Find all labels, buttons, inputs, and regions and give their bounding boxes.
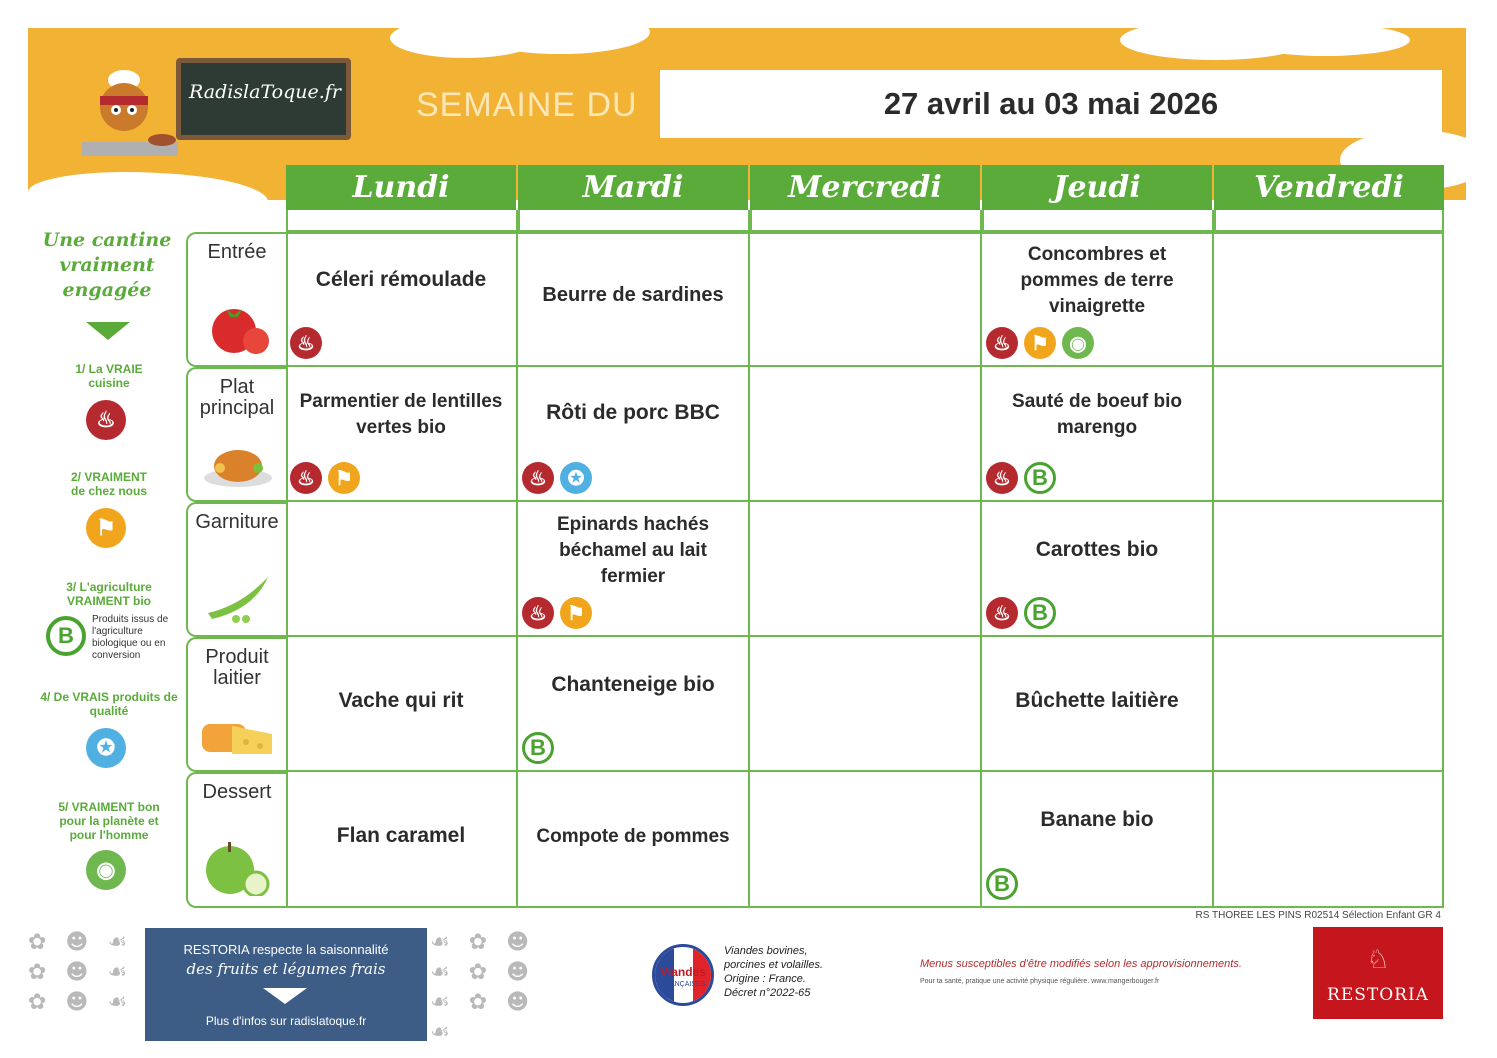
- horse-icon: ♘: [1366, 945, 1390, 975]
- menu-cell: [286, 637, 518, 772]
- restoria-logo: [1313, 927, 1443, 1019]
- sidebar-title-line: vraiment: [59, 254, 155, 276]
- local-farm-icon: ⚑: [86, 508, 126, 548]
- day-header-jeudi: Jeudi: [982, 165, 1212, 210]
- vegetable-doodles: ☙ ✿ ☻ ☙ ✿ ☻ ☙ ✿ ☻ ☙: [430, 930, 536, 1041]
- dish-name: Vache qui rit: [338, 689, 464, 712]
- vf-badge-subtext: FRANÇAISES: [660, 981, 706, 988]
- cooking-pot-icon: ♨: [986, 597, 1018, 629]
- meat-origin-line: Viandes bovines,: [724, 945, 808, 957]
- badge-group: [290, 327, 322, 359]
- badge-group: [986, 327, 1094, 359]
- day-header-mardi: Mardi: [518, 165, 748, 210]
- row-label-text: Garniture: [195, 511, 279, 533]
- cooking-pot-icon: ♨: [986, 327, 1018, 359]
- dish-name: Sauté de boeuf bio marengo: [1012, 391, 1182, 438]
- vegetable-doodles: ✿ ☻ ☙ ✿ ☻ ☙ ✿ ☻ ☙: [28, 930, 134, 1015]
- row-label-dessert: [186, 772, 286, 908]
- menu-cell-empty: [1214, 367, 1444, 502]
- row-label-text: Entrée: [207, 241, 267, 263]
- dish-name: Rôti de porc BBC: [546, 401, 720, 424]
- health-notice: Pour ta santé, pratique une activité physique régulière. www.mangerbouger.fr: [920, 978, 1160, 985]
- planet-icon: ◉: [1062, 327, 1094, 359]
- dish-name: Banane bio: [1040, 808, 1154, 831]
- dish-name: Epinards hachés béchamel au lait fermier: [556, 514, 710, 587]
- sidebar-title-line: Une cantine: [42, 229, 172, 251]
- bio-b-icon: B: [522, 732, 554, 764]
- row-label-entree: [186, 232, 286, 367]
- menu-cell-empty: [1214, 232, 1444, 367]
- chef-mascot-icon: [72, 62, 182, 162]
- day-header-vendredi: Vendredi: [1214, 165, 1444, 210]
- dish-name: Beurre de sardines: [542, 284, 724, 306]
- dish-name: Compote de pommes: [536, 826, 730, 847]
- dish-name: Flan caramel: [336, 824, 466, 847]
- badge-group: [986, 462, 1056, 494]
- row-label-garniture: [186, 502, 286, 637]
- day-subheader: [518, 210, 750, 232]
- seasonality-banner: [145, 928, 427, 1041]
- dish-name: Carottes bio: [1035, 538, 1159, 561]
- badge-group: [522, 462, 592, 494]
- quality-medal-icon: ✪: [560, 462, 592, 494]
- reference-code: RS THOREE LES PINS R02514 Sélection Enfant GR 4: [1195, 910, 1441, 921]
- brand-name: RESTORIA: [1327, 985, 1429, 1005]
- badge-group: [986, 597, 1056, 629]
- legend-item-label: 4/ De VRAIS produits de qualité: [40, 690, 178, 718]
- seasonality-line2: des fruits et légumes frais: [186, 960, 386, 978]
- dish-name: Céleri rémoulade: [315, 268, 487, 291]
- dish-name: Chanteneige bio: [551, 673, 715, 696]
- menu-cell: [518, 502, 750, 637]
- local-farm-icon: ⚑: [1024, 327, 1056, 359]
- menu-cell-empty: [750, 367, 982, 502]
- menu-cell: [286, 232, 518, 367]
- cooking-pot-icon: ♨: [290, 462, 322, 494]
- week-label: SEMAINE DU: [416, 86, 638, 124]
- tomato-icon: [202, 299, 274, 355]
- row-label-text: Dessert: [202, 781, 272, 803]
- badge-group: [522, 732, 554, 764]
- cooking-pot-icon: ♨: [290, 327, 322, 359]
- meat-origin-line: Origine : France.: [724, 973, 806, 985]
- cloud-decoration: [470, 10, 650, 54]
- cooking-pot-icon: ♨: [522, 462, 554, 494]
- sidebar-title-line: engagée: [62, 279, 152, 301]
- roast-chicken-icon: [202, 434, 274, 490]
- day-subheader: [750, 210, 982, 232]
- dish-name: Parmentier de lentilles vertes bio: [299, 391, 503, 438]
- badge-group: [522, 597, 592, 629]
- menu-cell-empty: [750, 502, 982, 637]
- bio-b-icon: B: [46, 616, 86, 656]
- local-farm-icon: ⚑: [560, 597, 592, 629]
- cooking-pot-icon: ♨: [522, 597, 554, 629]
- meat-origin-note: [724, 944, 823, 1000]
- cheese-icon: [202, 704, 274, 760]
- menu-cell: [982, 232, 1214, 367]
- dish-name: Concombres et pommes de terre vinaigrette: [1020, 244, 1174, 317]
- legend-item-label: 1/ La VRAIE cuisine: [75, 362, 143, 390]
- vf-badge-text: Viandes: [660, 965, 706, 979]
- date-range-box: [660, 70, 1442, 138]
- logo-text: RadislaToque.fr: [189, 81, 341, 103]
- menu-cell: [518, 367, 750, 502]
- bio-b-icon: B: [1024, 462, 1056, 494]
- menu-cell: [982, 772, 1214, 908]
- row-label-laitier: [186, 637, 286, 772]
- day-header-mercredi: Mercredi: [750, 165, 980, 210]
- menu-cell: [518, 637, 750, 772]
- viandes-francaises-logo: [652, 944, 714, 1006]
- peas-icon: [202, 569, 274, 625]
- badge-group: [290, 462, 360, 494]
- row-label-text: Produit laitier: [205, 646, 269, 689]
- day-subheader: [1214, 210, 1444, 232]
- legend-item-label: 5/ VRAIMENT bon pour la planète et pour l'homme: [58, 800, 160, 842]
- menu-cell: [982, 367, 1214, 502]
- more-info-link[interactable]: Plus d'infos sur radislatoque.fr: [205, 1014, 367, 1028]
- seasonality-line1: RESTORIA respecte la saisonnalité: [183, 942, 389, 957]
- badge-group: [986, 868, 1018, 900]
- menu-cell-empty: [750, 637, 982, 772]
- cloud-decoration: [1240, 24, 1410, 56]
- planet-icon: ◉: [86, 850, 126, 890]
- menu-cell: [982, 502, 1214, 637]
- menu-cell: [982, 637, 1214, 772]
- site-logo: [176, 58, 351, 140]
- bio-note: Produits issus de l'agriculture biologique ou en conversion: [92, 614, 169, 661]
- menu-cell: [286, 772, 518, 908]
- date-range: 27 avril au 03 mai 2026: [883, 86, 1219, 121]
- meat-origin-line: porcines et volailles.: [724, 959, 824, 971]
- down-arrow-icon: [86, 322, 130, 340]
- sidebar-title: [36, 228, 178, 303]
- quality-medal-icon: ✪: [86, 728, 126, 768]
- dish-name: Bûchette laitière: [1015, 689, 1179, 712]
- meat-origin-line: Décret n°2022-65: [724, 987, 811, 999]
- day-subheader: [286, 210, 518, 232]
- legend-item-label: 2/ VRAIMENT de chez nous: [70, 470, 147, 498]
- menu-cell: [286, 367, 518, 502]
- row-label-plat: [186, 367, 286, 502]
- down-arrow-icon: [263, 988, 307, 1004]
- menu-cell: [518, 232, 750, 367]
- row-label-text: Plat principal: [199, 376, 275, 419]
- menu-cell-empty: [1214, 502, 1444, 637]
- apple-icon: [202, 840, 274, 896]
- menu-cell: [518, 772, 750, 908]
- day-subheader: [982, 210, 1214, 232]
- local-farm-icon: ⚑: [328, 462, 360, 494]
- menu-cell-empty: [1214, 772, 1444, 908]
- menu-cell-empty: [1214, 637, 1444, 772]
- bio-b-icon: B: [1024, 597, 1056, 629]
- menu-cell-empty: [750, 232, 982, 367]
- menus-notice: Menus susceptibles d'être modifiés selon les approvisionnements.: [920, 958, 1242, 970]
- legend-item-label: 3/ L'agriculture VRAIMENT bio: [66, 580, 152, 608]
- bio-b-icon: B: [986, 868, 1018, 900]
- cooking-pot-icon: ♨: [986, 462, 1018, 494]
- menu-cell-empty: [750, 772, 982, 908]
- cooking-pot-icon: ♨: [86, 400, 126, 440]
- day-header-lundi: Lundi: [286, 165, 516, 210]
- menu-cell-empty: [286, 502, 518, 637]
